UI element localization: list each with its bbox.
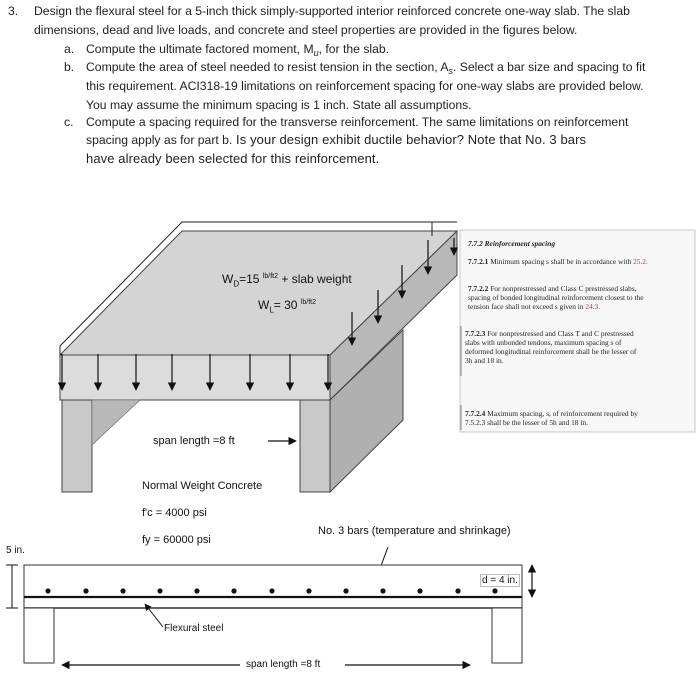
- no3-bars-label: No. 3 bars (temperature and shrinkage): [318, 525, 511, 537]
- dead-load-label: $W_D=15$ $^{lb/ft2}$ + slab weight: [222, 272, 352, 289]
- fc-label: f'c = 4000 psi: [142, 507, 207, 519]
- live-load-label: $W_L= 30$ $^{lb/ft2}$: [258, 298, 317, 315]
- part-c-text: Compute a spacing required for the transverse reinforcement. The same limitations on reinforcement spacing apply as for part b. Is your design exhibit ductile behavior? Note that No. 3 bars have already been selected for this reinforcement.: [86, 115, 629, 166]
- depth-label: d = 4 in.: [482, 575, 518, 586]
- aci-7-7-2-4: 7.7.2.4 Maximum spacing, s, of reinforcement required by 7.5.2.3 shall be the lesser of 5h and 18 in.: [465, 409, 638, 428]
- aci-7-7-2-1: 7.7.2.1 Minimum spacing s shall be in accordance with 25.2.: [468, 257, 648, 266]
- part-b-text: Compute the area of steel needed to resist tension in the section, $A_s$. Select a bar size and spacing to fit this requirement. ACI318-19 limitations on reinforcement spacing for one-way slabs are provided below. You may assume the minimum spacing is 1 inch. State all assumptions.: [86, 60, 646, 112]
- flexural-steel-label: Flexural steel: [164, 623, 224, 634]
- left-support-side: [92, 400, 140, 445]
- bottom-right-support: [492, 608, 522, 663]
- problem-intro-line-1: Design the flexural steel for a 5-inch thick simply-supported interior reinforced concrete one-way slab. The slab: [34, 4, 630, 18]
- concrete-label: Normal Weight Concrete: [142, 480, 263, 492]
- aci-7-7-2-2: 7.7.2.2 For nonprestressed and Class C prestressed slabs, spacing of bonded longitudinal reinforcement closest to the tension face shall not exceed s given in 24.3.: [468, 284, 644, 312]
- problem-intro-line-2: dimensions, dead and live loads, and concrete and steel properties are provided in the figures below.: [34, 23, 578, 37]
- thickness-label: 5 in.: [6, 545, 25, 556]
- bottom-left-support: [24, 608, 54, 663]
- part-c-label: c.: [64, 115, 74, 129]
- part-a-text: Compute the ultimate factored moment, $M_u$, for the slab.: [86, 42, 390, 58]
- span-label-top: span length =8 ft: [153, 435, 235, 447]
- part-a-label: a.: [64, 42, 75, 56]
- part-b-label: b.: [64, 60, 75, 74]
- aci-title: 7.7.2 Reinforcement spacing: [468, 239, 556, 248]
- section-slab: [24, 565, 522, 608]
- right-support-front: [300, 400, 330, 492]
- left-support: [62, 400, 92, 492]
- aci-7-7-2-3: 7.7.2.3 For nonprestressed and Class T and C prestressed slabs with unbonded tendons, maximum spacing s of deformed longitudinal reinforcement shall be the lesser of 3h and 18 in.: [465, 329, 637, 366]
- fy-label: fy = 60000 psi: [142, 534, 211, 546]
- problem-number: 3.: [8, 4, 19, 18]
- span-label-bottom: span length =8 ft: [246, 659, 321, 670]
